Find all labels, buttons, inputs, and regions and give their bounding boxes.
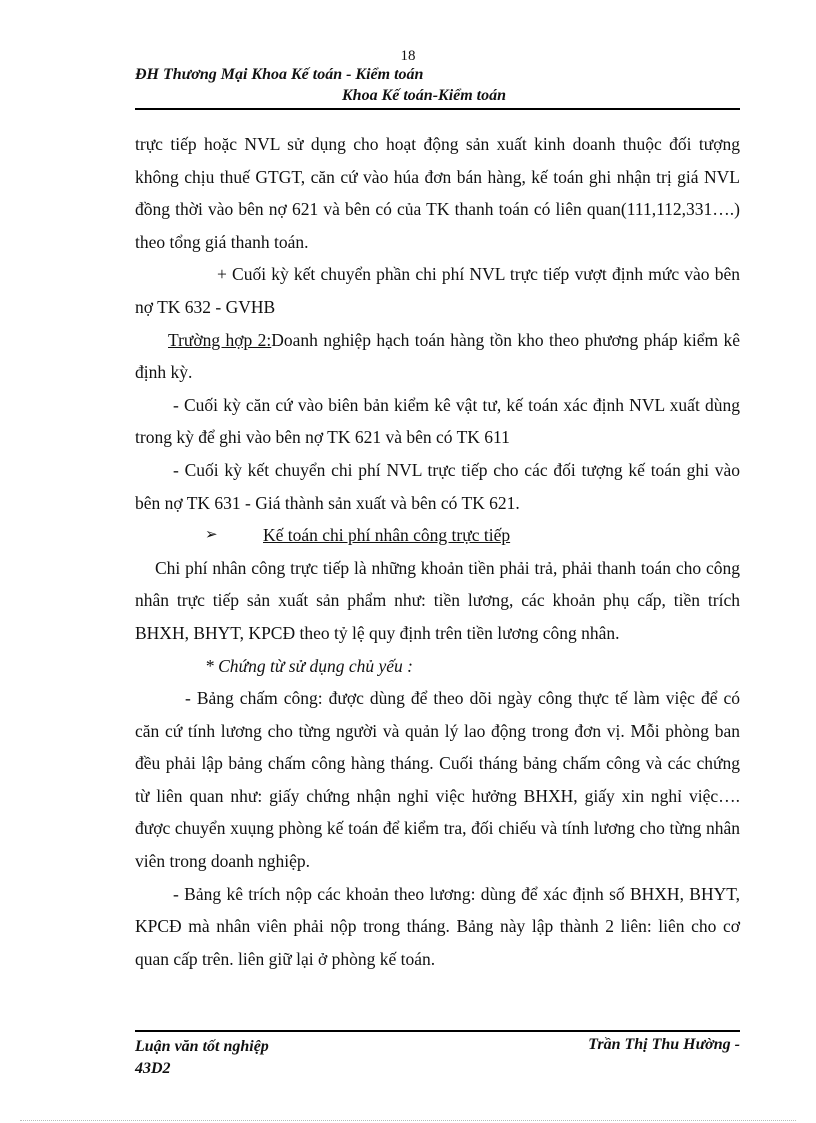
paragraph xyxy=(135,324,740,389)
paragraph: + Cuối kỳ kết chuyển phần chi phí NVL trực tiếp vượt định mức vào bên nợ TK 632 - GVHB xyxy=(135,264,740,317)
paragraph: - Cuối kỳ căn cứ vào biên bản kiểm kê vật tư, kế toán xác định NVL xuất dùng trong kỳ để ghi vào bên nợ TK 621 và bên có TK 611 xyxy=(135,394,740,448)
documents-note: * Chứng từ sử dụng chủ yếu : xyxy=(205,655,413,676)
header-faculty: Khoa Kế toán-Kiểm toán xyxy=(342,87,507,104)
footer-thesis-label: Luận văn tốt nghiệp xyxy=(135,1038,269,1055)
paragraph: - Cuối kỳ kết chuyển chi phí NVL trực tiếp cho các đối tượng kế toán ghi vào bên nợ TK 631 - Giá thành sản xuất và bên có TK 621. xyxy=(135,459,740,513)
paragraph: - Bảng kê trích nộp các khoản theo lương: dùng để xác định số BHXH, BHYT, KPCĐ mà nhân viên phải nộp trong tháng. Bảng này lập thành 2 liên: liên cho cơ quan cấp trên. liên giữ lại ở phòng kế toán. xyxy=(135,883,740,969)
footer-author: Trần Thị Thu Hường - xyxy=(588,1036,740,1053)
paragraph: Chi phí nhân công trực tiếp là những khoản tiền phải trả, phải thanh toán cho công nhân trực tiếp sản xuất sản phẩm như: tiền lương, các khoản phụ cấp, tiền trích BHXH, BHYT, KPCĐ theo tỷ lệ quy định trên tiền lương công nhân. xyxy=(135,557,740,643)
case-text: Doanh nghiệp hạch toán hàng tồn kho theo phương pháp kiểm kê định kỳ. xyxy=(135,329,740,383)
document-body xyxy=(135,128,740,975)
footer-class-code: 43D2 xyxy=(135,1060,171,1077)
case-label: Trường hợp 2: xyxy=(168,329,272,350)
page-number: 18 xyxy=(400,48,416,64)
footer-left xyxy=(135,1036,269,1080)
header-university: ĐH Thương Mại Khoa Kế toán - Kiểm toán xyxy=(135,66,424,83)
paragraph: - Bảng chấm công: được dùng để theo dõi ngày công thực tế làm việc để có căn cứ tính lương cho từng người và quản lý lao động trong đơn vị. Mỗi phòng ban đều phải lập bảng chấm công hàng tháng. Cuối tháng bảng chấm công và các chứng từ liên quan như: giấy chứng nhận nghỉ việc hưởng BHXH, giấy xin nghỉ việc…. được chuyển xuụng phòng kế toán để kiểm tra, đối chiếu và tính lương cho từng nhân viên trong doanh nghiệp. xyxy=(135,688,740,872)
footer-divider xyxy=(135,1030,740,1032)
section-heading-text: Kế toán chi phí nhân công trực tiếp xyxy=(263,525,511,546)
paragraph: trực tiếp hoặc NVL sử dụng cho hoạt động sản xuất kinh doanh thuộc đối tượng không chịu thuế GTGT, căn cứ vào húa đơn bán hàng, kế toán ghi nhận trị giá NVL đồng thời vào bên nợ 621 và bên có của TK thanh toán có liên quan(111,112,331….) theo tổng giá thanh toán. xyxy=(135,134,740,252)
page-edge-dots xyxy=(20,1120,796,1121)
header-divider xyxy=(135,108,740,110)
arrow-bullet-icon: ➢ xyxy=(205,527,218,544)
section-heading xyxy=(135,519,740,552)
